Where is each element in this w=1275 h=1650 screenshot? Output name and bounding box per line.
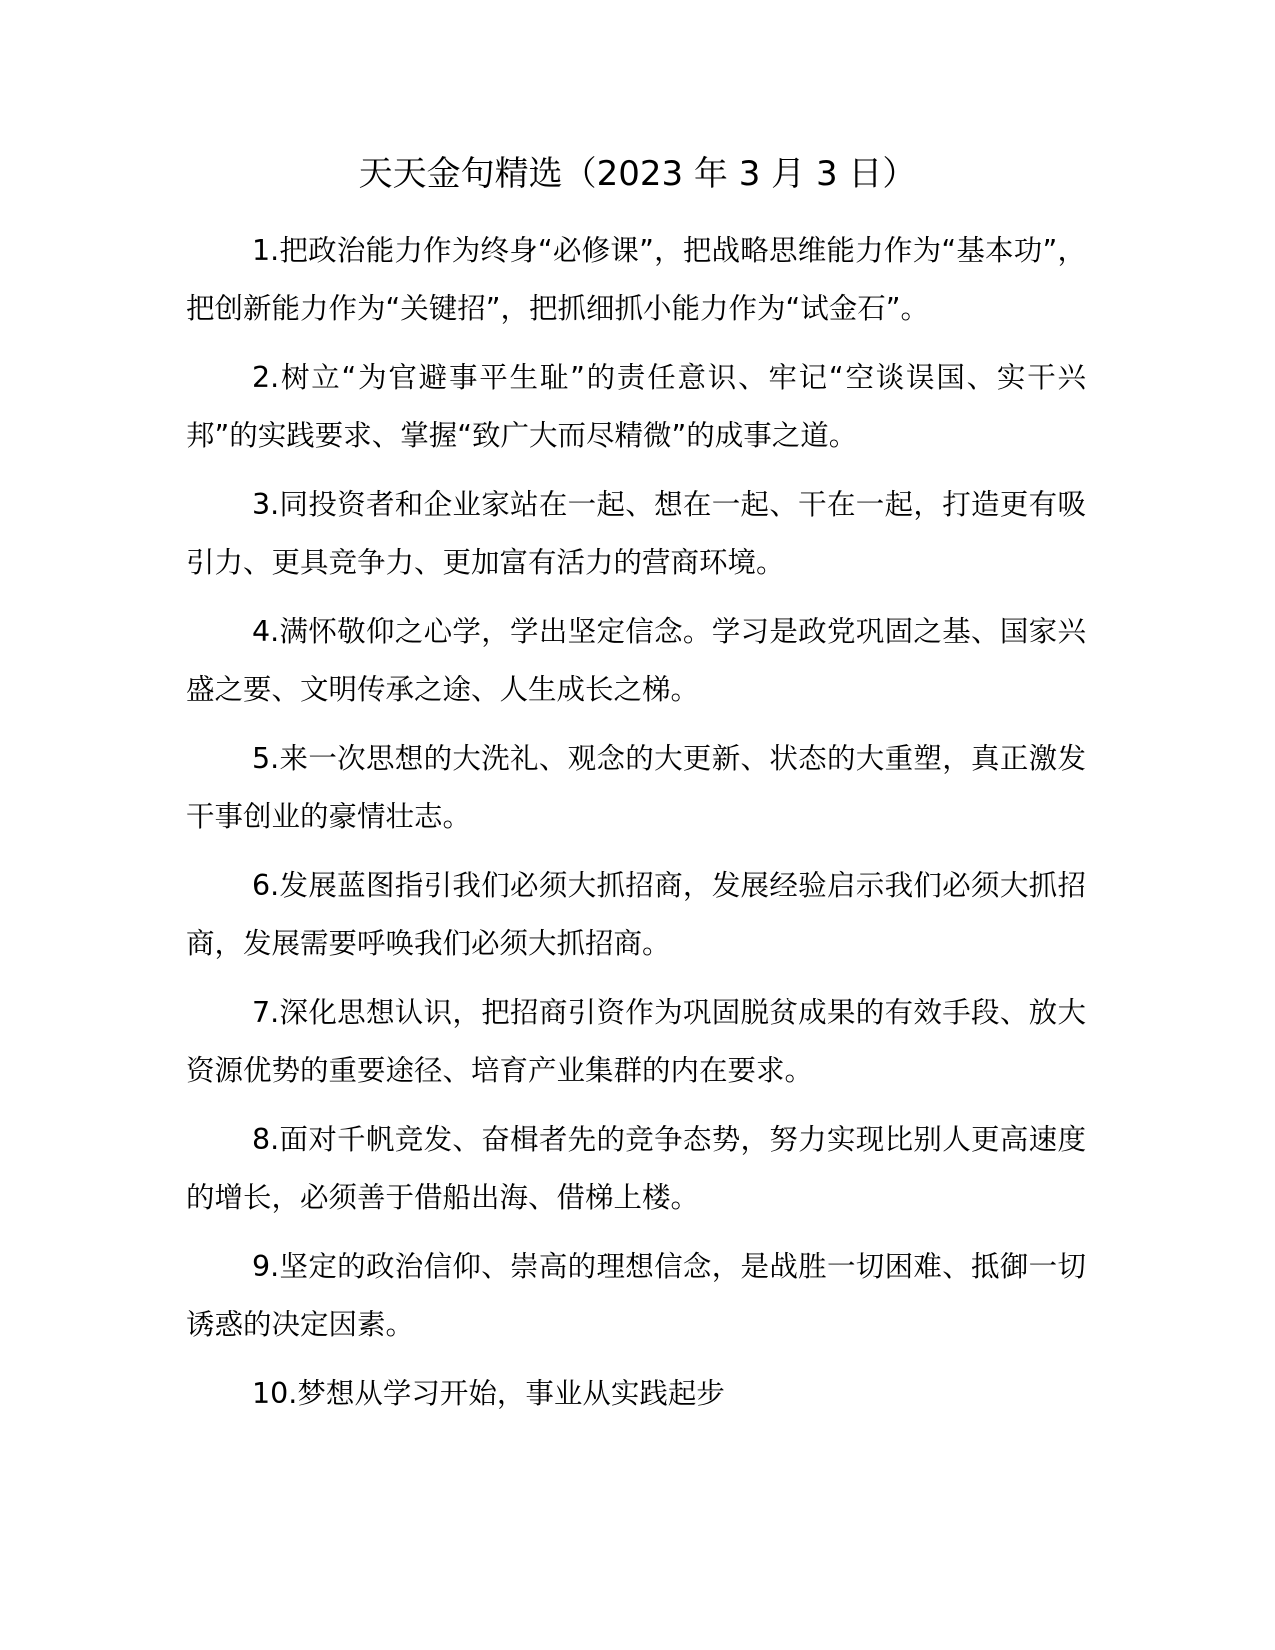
quote-paragraph-1: 1.把政治能力作为终身“必修课”，把战略思维能力作为“基本功”，把创新能力作为“关键招”，把抓细抓小能力作为“试金石”。 bbox=[186, 234, 1086, 325]
quote-paragraph-2: 2.树立“为官避事平生耻”的责任意识、牢记“空谈误国、实干兴邦”的实践要求、掌握“致广大而尽精微”的成事之道。 bbox=[186, 361, 1086, 452]
quote-paragraph-8: 8.面对千帆竞发、奋楫者先的竞争态势，努力实现比别人更高速度的增长，必须善于借船出海、借梯上楼。 bbox=[186, 1123, 1086, 1214]
quote-paragraph-9: 9.坚定的政治信仰、崇高的理想信念，是战胜一切困难、抵御一切诱惑的决定因素。 bbox=[186, 1250, 1086, 1341]
quote-paragraph-4: 4.满怀敬仰之心学，学出坚定信念。学习是政党巩固之基、国家兴盛之要、文明传承之途、人生成长之梯。 bbox=[186, 615, 1086, 706]
quote-paragraph-5: 5.来一次思想的大洗礼、观念的大更新、状态的大重塑，真正激发干事创业的豪情壮志。 bbox=[186, 742, 1086, 833]
quote-list bbox=[186, 222, 1086, 1435]
quote-paragraph-10: 10.梦想从学习开始，事业从实践起步 bbox=[252, 1377, 725, 1410]
quote-paragraph-6: 6.发展蓝图指引我们必须大抓招商，发展经验启示我们必须大抓招商，发展需要呼唤我们必须大抓招商。 bbox=[186, 869, 1086, 960]
page-title: 天天金句精选（2023 年 3 月 3 日） bbox=[358, 154, 917, 194]
quote-paragraph-3: 3.同投资者和企业家站在一起、想在一起、干在一起，打造更有吸引力、更具竞争力、更加富有活力的营商环境。 bbox=[186, 488, 1086, 579]
quote-paragraph-7: 7.深化思想认识，把招商引资作为巩固脱贫成果的有效手段、放大资源优势的重要途径、培育产业集群的内在要求。 bbox=[186, 996, 1086, 1087]
